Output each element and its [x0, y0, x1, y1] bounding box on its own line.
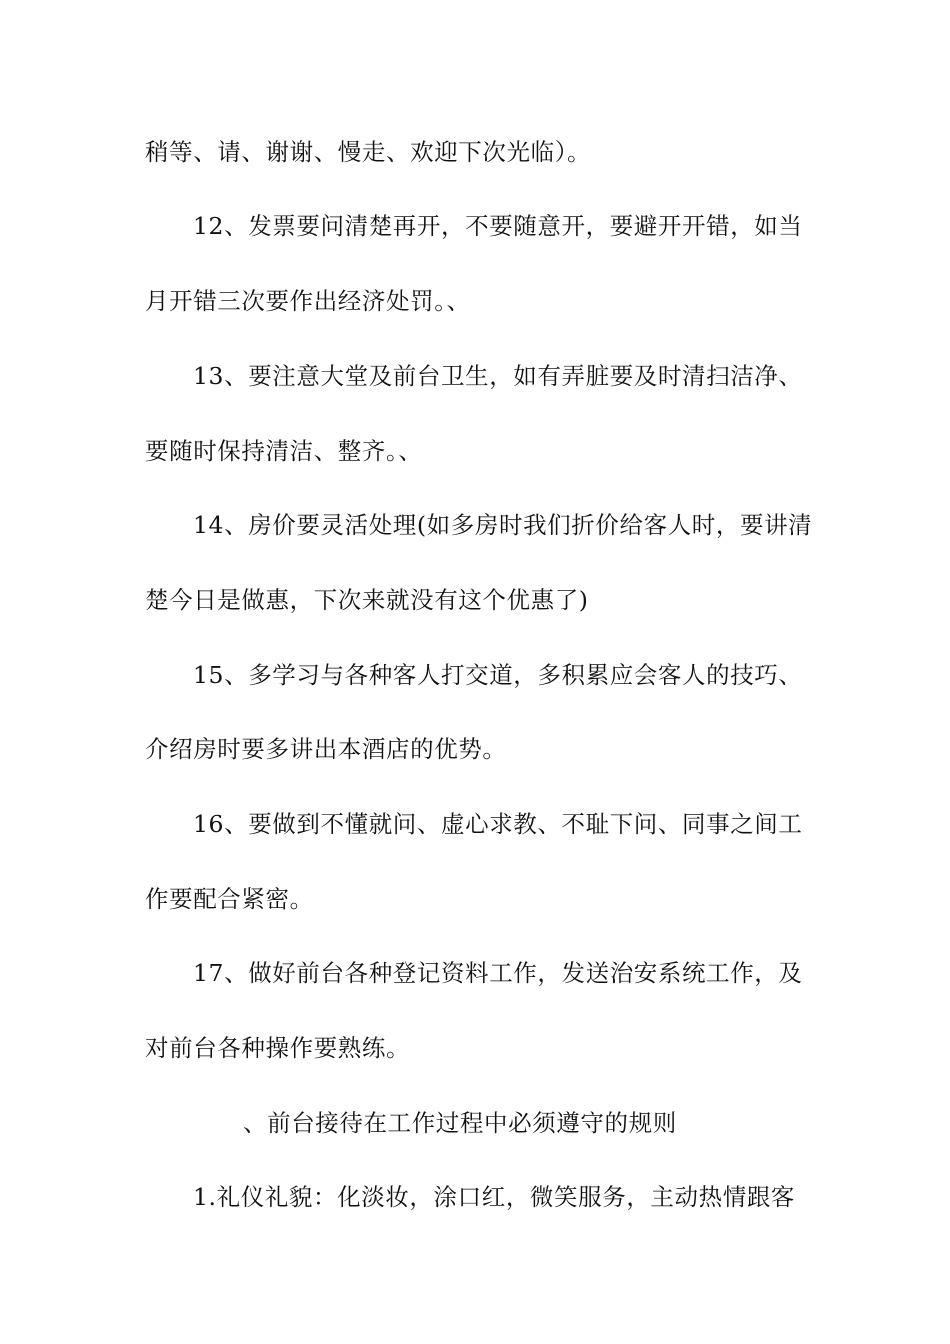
- item-16-line-2: 作要配合紧密。: [145, 885, 314, 913]
- item-15-line-2: 介绍房时要多讲出本酒店的优势。: [145, 735, 507, 763]
- item-14-line-2: 楚今日是做惠，下次来就没有这个优惠了): [145, 586, 589, 614]
- item-12-line-1: 12、发票要问清楚再开，不要随意开，要避开开错，如当: [193, 212, 803, 240]
- item-13-line-1: 13、要注意大堂及前台卫生，如有弄脏要及时清扫洁净、: [193, 362, 803, 390]
- rule-1-line-1: 1.礼仪礼貌：化淡妆，涂口红，微笑服务，主动热情跟客: [193, 1183, 796, 1211]
- section-heading: 、前台接待在工作过程中必须遵守的规则: [243, 1109, 677, 1137]
- item-16-line-1: 16、要做到不懂就问、虚心求教、不耻下问、同事之间工: [193, 810, 803, 838]
- item-15-line-1: 15、多学习与各种客人打交道，多积累应会客人的技巧、: [193, 661, 803, 689]
- item-17-line-2: 对前台各种操作要熟练。: [145, 1034, 411, 1062]
- item-17-line-1: 17、做好前台各种登记资料工作，发送治安系统工作，及: [193, 959, 803, 987]
- item-13-line-2: 要随时保持清洁、整齐。、: [145, 437, 423, 465]
- item-14-line-1: 14、房价要灵活处理(如多房时我们折价给客人时，要讲清: [193, 511, 813, 539]
- item-12-line-2: 月开错三次要作出经济处罚。、: [145, 287, 471, 315]
- text-line-1: 稍等、请、谢谢、慢走、欢迎下次光临）。: [145, 138, 592, 166]
